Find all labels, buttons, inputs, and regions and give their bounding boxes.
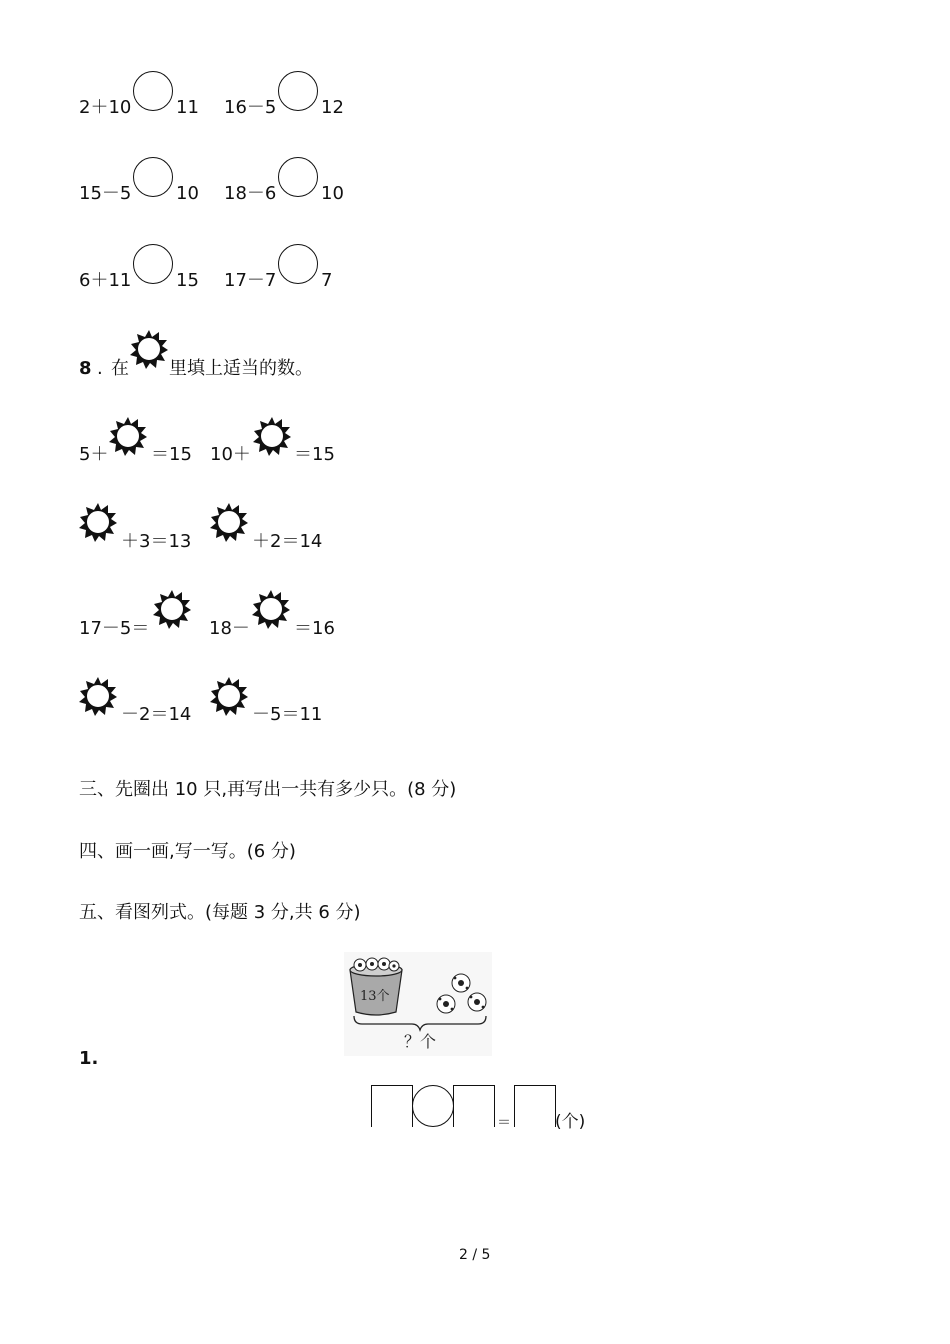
sun-icon[interactable] — [78, 676, 118, 716]
question-prefix: 在 — [111, 358, 129, 379]
sun-expr-after: ＝15 — [151, 444, 192, 465]
sun-icon[interactable] — [108, 416, 148, 456]
compare-expr: 18－6 — [224, 183, 277, 204]
sun-icon[interactable] — [251, 589, 291, 629]
sun-icon — [129, 329, 169, 369]
compare-expr: 2＋10 — [79, 97, 132, 118]
compare-expr: 17－7 — [224, 270, 277, 291]
compare-value: 7 — [321, 270, 333, 291]
compare-value: 10 — [176, 183, 199, 204]
sun-expr-after: ＝15 — [294, 444, 335, 465]
unit-label: (个) — [555, 1112, 586, 1132]
sun-expr-before: 10＋ — [210, 444, 251, 465]
question-dot: . — [97, 358, 103, 379]
equals-sign: ＝ — [497, 1115, 511, 1131]
compare-expr: 16－5 — [224, 97, 277, 118]
sun-icon[interactable] — [152, 589, 192, 629]
sun-expr-before: 17－5＝ — [79, 618, 150, 639]
operator-circle[interactable] — [412, 1085, 454, 1127]
answer-circle[interactable] — [278, 157, 318, 197]
section-4-heading: 四、画一画,写一写。(6 分) — [79, 841, 296, 862]
sun-expr-after: －2＝14 — [121, 704, 192, 725]
answer-circle[interactable] — [278, 244, 318, 284]
compare-value: 11 — [176, 97, 199, 118]
sun-icon[interactable] — [209, 676, 249, 716]
sun-icon[interactable] — [209, 502, 249, 542]
question-number: 8 — [79, 358, 92, 379]
sun-expr-after: ＋3＝13 — [121, 531, 192, 552]
answer-circle[interactable] — [133, 244, 173, 284]
problem-1-number: 1. — [79, 1048, 99, 1069]
page-number: 2 / 5 — [459, 1247, 491, 1263]
answer-box[interactable] — [453, 1085, 495, 1127]
section-3-heading: 三、先圈出 10 只,再写出一共有多少只。(8 分) — [79, 779, 457, 800]
sun-expr-before: 5＋ — [79, 444, 109, 465]
bucket-label: 13个 — [360, 989, 390, 1004]
compare-expr: 15－5 — [79, 183, 132, 204]
brace-label: ？个 — [404, 1032, 437, 1051]
answer-box[interactable] — [371, 1085, 413, 1127]
compare-value: 15 — [176, 270, 199, 291]
section-5-heading: 五、看图列式。(每题 3 分,共 6 分) — [79, 902, 361, 923]
problem-1-illustration — [344, 952, 492, 1056]
compare-value: 10 — [321, 183, 344, 204]
sun-icon[interactable] — [78, 502, 118, 542]
answer-box[interactable] — [514, 1085, 556, 1127]
sun-icon[interactable] — [252, 416, 292, 456]
sun-expr-after: ＝16 — [294, 618, 335, 639]
question-suffix: 里填上适当的数。 — [169, 358, 313, 379]
answer-circle[interactable] — [133, 157, 173, 197]
answer-circle[interactable] — [133, 71, 173, 111]
answer-circle[interactable] — [278, 71, 318, 111]
sun-expr-before: 18－ — [209, 618, 250, 639]
compare-expr: 6＋11 — [79, 270, 132, 291]
compare-value: 12 — [321, 97, 344, 118]
sun-expr-after: ＋2＝14 — [252, 531, 323, 552]
sun-expr-after: －5＝11 — [252, 704, 323, 725]
